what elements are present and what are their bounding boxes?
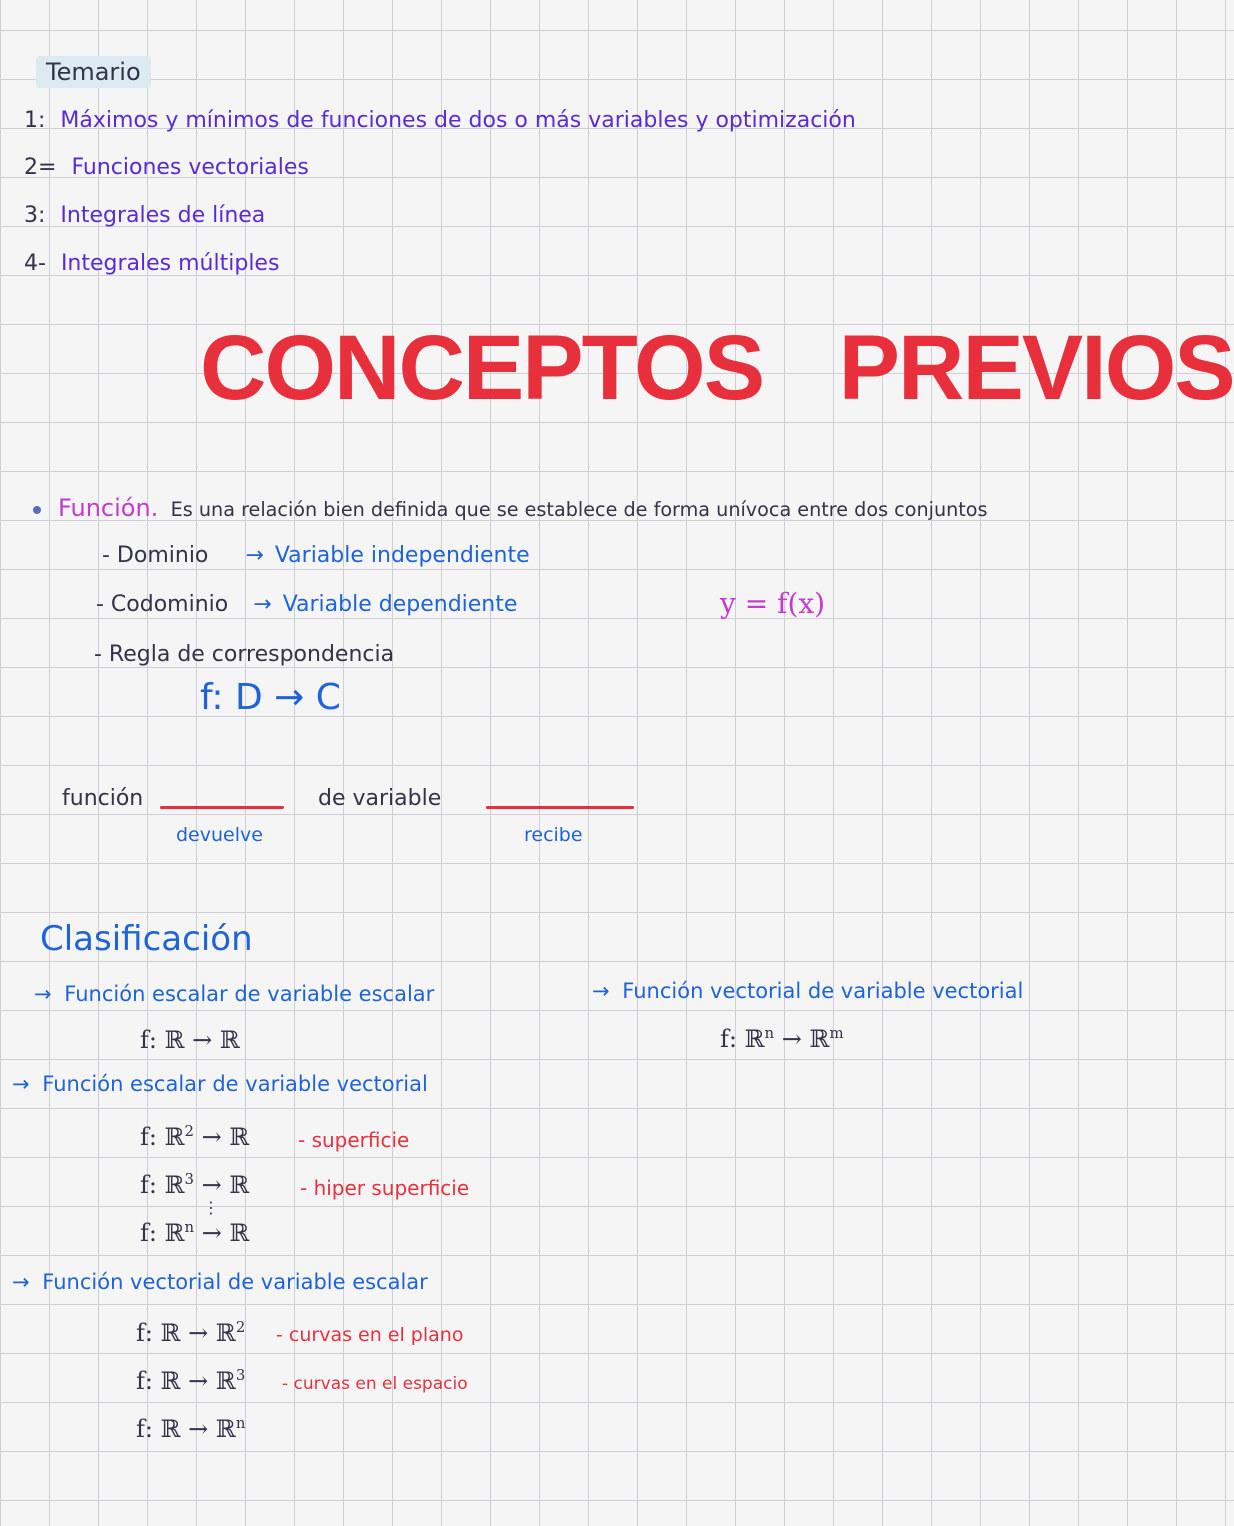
arrow-right-icon: → — [34, 982, 52, 1006]
vectorial-escalar-note-1: - curvas en el plano — [276, 1324, 464, 1346]
formula-exponent: n — [235, 1414, 246, 1432]
temario-text: Integrales de línea — [60, 203, 266, 228]
temario-item-1 — [24, 110, 856, 132]
temario-num: 2= — [24, 155, 57, 180]
formula-base: f: ℝ → ℝ — [136, 1319, 236, 1347]
codominio-label: - Codominio — [96, 592, 229, 617]
temario-num: 4- — [24, 251, 46, 276]
vectorial-vectorial-formula — [720, 1026, 844, 1051]
blank-line-left — [160, 806, 284, 809]
formula-exponent: 2 — [184, 1122, 195, 1140]
formula-tail: → ℝ — [194, 1171, 250, 1199]
formula-base: f: ℝ → ℝ — [136, 1415, 236, 1443]
escalar-vectorial-note-2: - hiper superficie — [300, 1176, 470, 1200]
vectorial-escalar-label: Función vectorial de variable escalar — [42, 1270, 428, 1294]
formula-mid: → ℝ — [774, 1025, 830, 1053]
formula-base: f: ℝ — [140, 1123, 185, 1151]
escalar-vectorial-formula-3 — [140, 1220, 249, 1245]
temario-title: Temario — [36, 56, 151, 88]
clasificacion-title: Clasificación — [40, 919, 253, 959]
escalar-vectorial-formula-1 — [140, 1124, 249, 1149]
escalar-vectorial-note-1: - superficie — [298, 1128, 410, 1152]
funcion-definition: Es una relación bien definida que se establece de forma unívoca entre dos conjuntos — [170, 498, 988, 521]
y-formula: y = f(x) — [720, 587, 826, 620]
formula-tail: → ℝ — [194, 1219, 250, 1247]
vectorial-escalar-row — [12, 1272, 428, 1293]
fill-line-middle: de variable — [318, 786, 442, 811]
escalar-escalar-formula: f: ℝ → ℝ — [140, 1026, 240, 1054]
vectorial-escalar-formula-1 — [136, 1320, 245, 1345]
arrow-right-icon: → — [12, 1270, 30, 1294]
escalar-vectorial-label: Función escalar de variable vectorial — [42, 1072, 428, 1096]
formula-exponent: 2 — [235, 1318, 246, 1336]
formula-exponent: 3 — [184, 1170, 195, 1188]
escalar-escalar-row — [34, 984, 434, 1005]
funcion-formula: f: D → C — [200, 677, 341, 718]
formula-exponent: n — [764, 1024, 775, 1042]
temario-item-4 — [24, 253, 279, 275]
arrow-right-icon: → — [245, 543, 264, 568]
formula-base: f: ℝ → ℝ — [136, 1367, 236, 1395]
temario-num: 3: — [24, 203, 46, 228]
vectorial-escalar-formula-3 — [136, 1416, 245, 1441]
caption-recibe: recibe — [524, 824, 583, 846]
vertical-ellipsis: ⋮ — [203, 1198, 219, 1217]
temario-num: 1: — [24, 108, 46, 133]
formula-base: f: ℝ — [140, 1219, 185, 1247]
dominio-row — [102, 545, 530, 567]
vectorial-vectorial-row — [592, 981, 1023, 1002]
vectorial-escalar-formula-2 — [136, 1368, 245, 1393]
temario-text: Máximos y mínimos de funciones de dos o más variables y optimización — [60, 108, 856, 133]
main-title-word-2: PREVIOS — [838, 317, 1234, 419]
dominio-label: - Dominio — [102, 543, 209, 568]
funcion-term: Función. — [58, 494, 159, 522]
funcion-definition-line — [58, 496, 988, 520]
formula-base: f: ℝ — [720, 1025, 765, 1053]
main-title — [200, 317, 1234, 419]
formula-tail: → ℝ — [194, 1123, 250, 1151]
arrow-right-icon: → — [12, 1072, 30, 1096]
arrow-right-icon: → — [592, 979, 610, 1003]
codominio-row — [96, 594, 517, 616]
formula-exponent: m — [829, 1024, 844, 1042]
caption-devuelve: devuelve — [176, 824, 263, 846]
fill-line-lead: función — [62, 786, 144, 811]
codominio-value: Variable dependiente — [282, 592, 518, 617]
vectorial-escalar-note-2: - curvas en el espacio — [282, 1374, 468, 1394]
regla-row: - Regla de correspondencia — [94, 642, 395, 667]
temario-text: Integrales múltiples — [60, 251, 280, 276]
arrow-right-icon: → — [253, 592, 272, 617]
escalar-vectorial-row — [12, 1074, 428, 1095]
escalar-escalar-label: Función escalar de variable escalar — [64, 982, 435, 1006]
temario-item-3 — [24, 205, 265, 227]
escalar-vectorial-formula-2 — [140, 1172, 249, 1197]
blank-line-right — [486, 806, 634, 809]
vectorial-vectorial-label: Función vectorial de variable vectorial — [622, 979, 1024, 1003]
temario-text: Funciones vectoriales — [71, 155, 309, 180]
dominio-value: Variable independiente — [274, 543, 530, 568]
formula-exponent: 3 — [235, 1366, 246, 1384]
main-title-word-1: CONCEPTOS — [200, 317, 764, 419]
temario-item-2 — [24, 157, 309, 179]
formula-exponent: n — [184, 1218, 195, 1236]
bullet-dot — [33, 506, 41, 514]
formula-base: f: ℝ — [140, 1171, 185, 1199]
